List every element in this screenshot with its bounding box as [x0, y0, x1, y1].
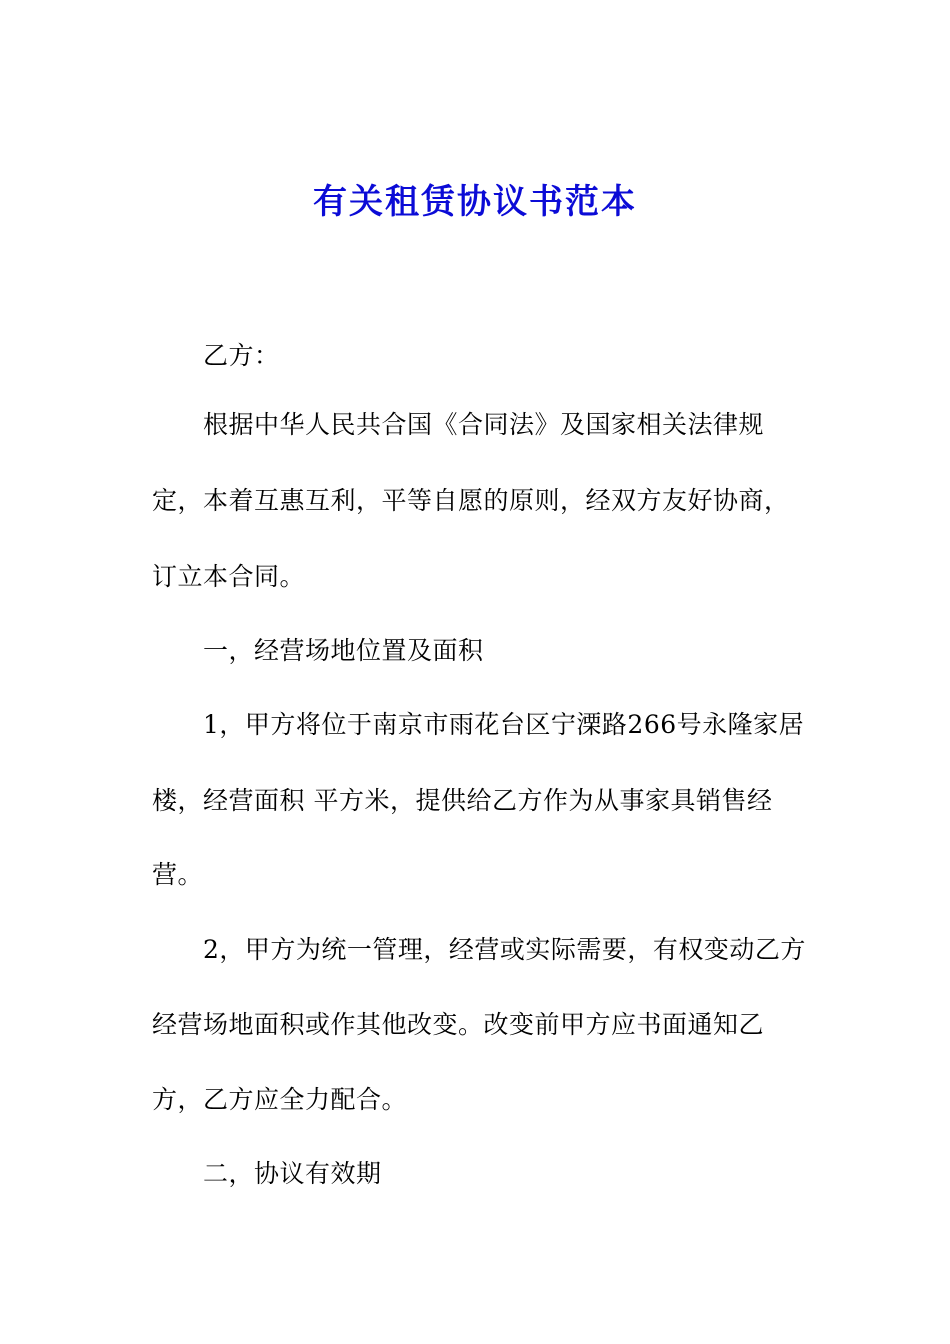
clause-1-1-line-2: 楼，经营面积 平方米，提供给乙方作为从事家具销售经 — [152, 786, 773, 815]
section-1-heading: 一，经营场地位置及面积 — [203, 636, 484, 665]
clause-1-1-line-3: 营。 — [152, 860, 204, 889]
party-b-label: 乙方： — [203, 341, 280, 370]
clause-1-2-line-3: 方，乙方应全力配合。 — [152, 1085, 408, 1114]
preamble-line-3: 订立本合同。 — [152, 562, 306, 591]
clause-1-1-line-1: 1，甲方将位于南京市雨花台区宁溧路266号永隆家居 — [203, 710, 805, 739]
document-title: 有关租赁协议书范本 — [313, 182, 637, 222]
clause-1-2-line-2: 经营场地面积或作其他改变。改变前甲方应书面通知乙 — [152, 1010, 765, 1039]
preamble-line-2: 定，本着互惠互利，平等自愿的原则，经双方友好协商， — [152, 486, 790, 515]
section-2-heading: 二，协议有效期 — [203, 1159, 382, 1188]
clause-1-2-line-1: 2，甲方为统一管理，经营或实际需要，有权变动乙方 — [203, 935, 806, 964]
preamble-line-1: 根据中华人民共合国《合同法》及国家相关法律规 — [203, 410, 765, 439]
